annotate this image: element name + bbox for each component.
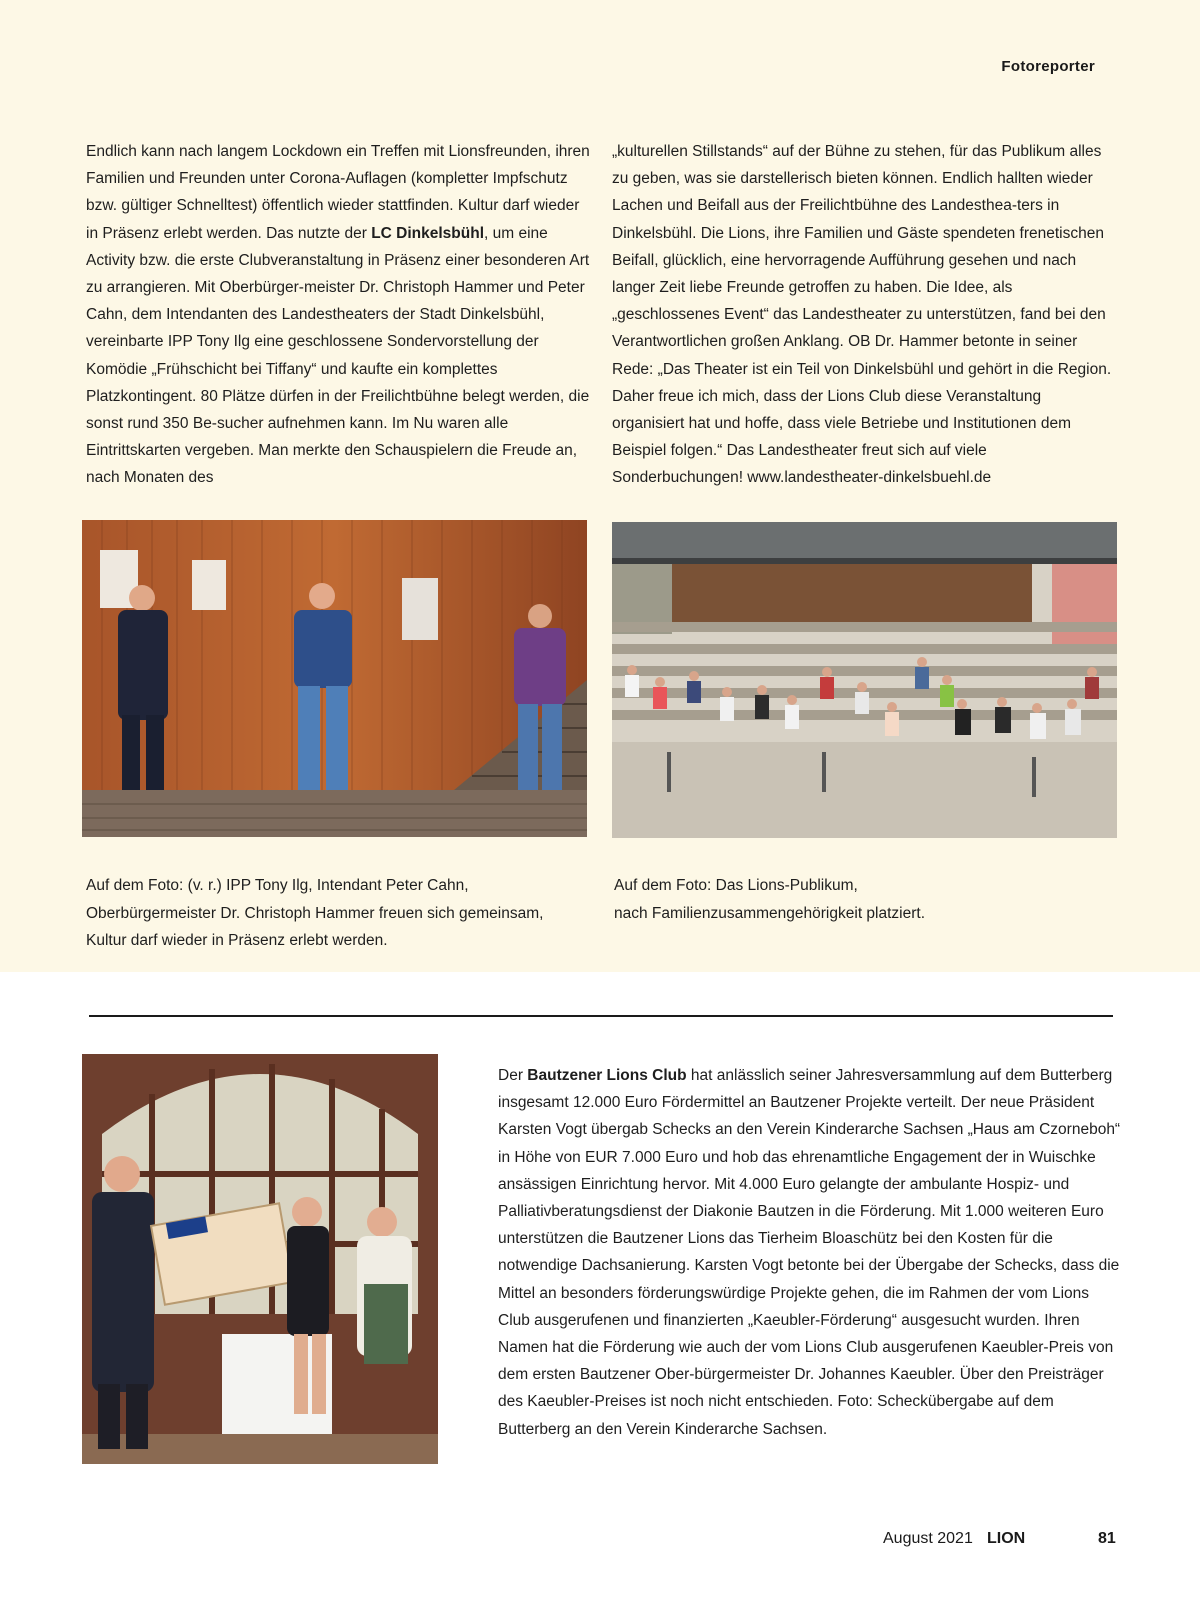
article1-left-column — [86, 138, 591, 492]
photo-check-handover — [82, 1054, 438, 1464]
section-label: Fotoreporter — [1001, 58, 1095, 75]
club-name-bautzener: Bautzener Lions Club — [527, 1067, 687, 1084]
photo-stage-three-men — [82, 520, 587, 837]
caption-photo-audience: Auf dem Foto: Das Lions-Publikum, nach Familienzusammengehörigkeit platziert. — [614, 877, 926, 922]
article2-column — [498, 1062, 1123, 1443]
article1-left-paragraph: Endlich kann nach langem Lockdown ein Treffen mit Lionsfreunden, ihren Familien und Freunden unter Corona-Auflagen (kompletter Impfschutz bzw. gültiger Schnelltest) öffentlich wieder stattfinden. Kultur darf wieder in Präsenz erlebt werden. Das nutzte der LC Dinkelsbühl, um eine Activity bzw. die erste Clubveranstaltung in Präsenz einer besonderen Art zu arrangieren. Mit Oberbürger-meister Dr. Christoph Hammer und Peter Cahn, dem Intendanten des Landestheaters der Stadt Dinkelsbühl, vereinbarte IPP Tony Ilg eine geschlossene Sondervorstellung der Komödie „Frühschicht bei Tiffany“ und kaufte ein komplettes Platzkontingent. 80 Plätze dürfen in der Freilichtbühne belegt werden, die sonst rund 350 Be-sucher aufnehmen kann. Im Nu waren alle Eintrittskarten vergeben. Man merkte den Schauspielern die Freude an, nach Monaten des — [86, 143, 590, 487]
footer-date: August 2021 — [883, 1530, 973, 1547]
article1-right-paragraph: „kulturellen Stillstands“ auf der Bühne zu stehen, für das Publikum alles zu geben, was sie darstellerisch bieten können. Endlich hallten wieder Lachen und Beifall aus der Freilichtbühne des Landesthea-ters in Dinkelsbühl. Die Lions, ihre Familien und Gäste spendeten frenetischen Beifall, glücklich, eine hervorragende Aufführung gesehen und nach langer Zeit liebe Freunde getroffen zu haben. Die Idee, als „geschlossenes Event“ das Landestheater zu unterstützen, fand bei den Verantwortlichen großen Anklang. OB Dr. Hammer betonte in seiner Rede: „Das Theater ist ein Teil von Dinkelsbühl und gehört in die Region. Daher freue ich mich, dass der Lions Club diese Veranstaltung organisiert hat und hoffe, dass viele Betriebe und Institutionen dem Beispiel folgen.“ Das Landestheater freut sich auf viele Sonderbuchungen! www.landestheater-dinkelsbuehl.de — [612, 143, 1112, 487]
article2-paragraph: Der Bautzener Lions Club hat anlässlich seiner Jahresversammlung auf dem Butterberg insgesamt 12.000 Euro Fördermittel an Bautzener Projekte verteilt. Der neue Präsident Karsten Vogt übergab Schecks an den Verein Kinderarche Sachsen „Haus am Czorneboh“ in Höhe von EUR 7.000 Euro und hob das ehrenamtliche Engagement der in Wuischke ansässigen Einrichtung hervor. Mit 4.000 Euro gelangte der ambulante Hospiz- und Palliativberatungsdienst der Diakonie Bautzen in die Förderung. Mit 1.000 weiteren Euro unterstützen die Bautzener Lions das Tierheim Bloaschütz bei den Kosten für die notwendige Dachsanierung. Karsten Vogt betonte bei der Übergabe der Schecks, dass die Mittel an besonders förderungswürdige Projekte gehen, die im Rahmen der vom Lions Club ausgerufenen und finanzierten „Kaeubler-Förderung“ ausgesucht wurden. Ihren Namen hat die Förderung wie auch der vom Lions Club ausgerufenen Kaeubler-Preis von dem ersten Bautzener Ober-bürgermeister Dr. Johannes Kaeubler. Über den Preisträger des Kaeubler-Preises ist noch nicht entschieden. Foto: Scheckübergabe auf dem Butterberg an den Verein Kinderarche Sachsen. — [498, 1067, 1121, 1438]
footer-brand: LION — [987, 1530, 1026, 1547]
page-number: 81 — [1098, 1530, 1116, 1547]
club-name-lc-dinkelsbuehl: LC Dinkelsbühl — [371, 224, 485, 242]
article1-right-column — [612, 138, 1117, 492]
section-divider — [89, 1015, 1113, 1017]
photo-theater-audience — [612, 522, 1117, 838]
caption-photo-stage: Auf dem Foto: (v. r.) IPP Tony Ilg, Intendant Peter Cahn, Oberbürgermeister Dr. Christoph Hammer freuen sich gemeinsam, Kultur darf wieder in Präsenz erlebt werden. — [86, 877, 544, 949]
